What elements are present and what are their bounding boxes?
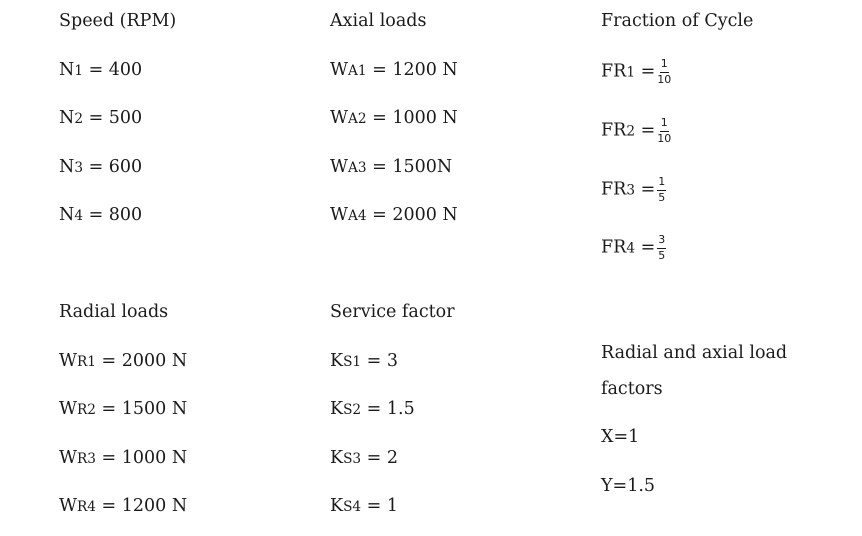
radial-wr2: [59, 401, 187, 419]
speed-n1: [59, 62, 142, 80]
fraction-fr1-numerator: 1: [660, 58, 669, 73]
fraction-fr1-denominator: 10: [657, 72, 672, 86]
fraction-heading: Fraction of Cycle: [601, 11, 754, 31]
fraction-fr2-denominator: 10: [657, 131, 672, 145]
radial-wr4-value: = 1200 N: [95, 496, 188, 516]
service-ks4-subscript: S4: [343, 499, 362, 515]
service-ks1-value: = 3: [361, 351, 399, 371]
fraction-fr3-symbol: FR: [601, 179, 627, 200]
service-ks3: [330, 450, 398, 468]
fraction-fr1-equals: =: [635, 61, 656, 82]
speed-n3-subscript: 3: [74, 160, 83, 176]
speed-n4-symbol: N: [59, 205, 75, 225]
fraction-fr1: [601, 58, 671, 86]
factor-y: Y=1.5: [601, 476, 656, 496]
radial-wr3-value: = 1000 N: [95, 448, 188, 468]
fraction-fr4-subscript: 4: [626, 240, 636, 257]
axial-wa4-value: = 2000 N: [366, 205, 458, 225]
speed-heading: Speed (RPM): [59, 11, 177, 31]
axial-wa4-subscript: A4: [348, 208, 367, 224]
fraction-fr2-numerator: 1: [660, 117, 669, 132]
service-ks2-value: = 1.5: [361, 399, 415, 419]
fraction-fr2-fraction: [657, 117, 671, 145]
axial-wa2: [330, 110, 458, 128]
axial-wa3-subscript: A3: [348, 160, 367, 176]
axial-wa3-value: = 1500N: [366, 157, 453, 177]
service-ks2-symbol: K: [330, 399, 344, 419]
axial-wa4: [330, 207, 458, 225]
radial-wr3-symbol: W: [59, 448, 77, 468]
speed-n2-symbol: N: [59, 108, 75, 128]
radial-wr1-symbol: W: [59, 351, 77, 371]
service-ks3-subscript: S3: [343, 451, 362, 467]
radial-heading: Radial loads: [59, 302, 169, 322]
axial-wa1-subscript: A1: [348, 63, 367, 79]
speed-n1-value: = 400: [83, 60, 143, 80]
radial-wr3-subscript: R3: [77, 451, 96, 467]
radial-wr4: [59, 498, 187, 516]
speed-n3-symbol: N: [59, 157, 75, 177]
radial-wr1: [59, 353, 187, 371]
service-ks1-symbol: K: [330, 351, 344, 371]
fraction-fr3-denominator: 5: [658, 190, 666, 204]
service-ks1: [330, 353, 398, 371]
service-ks4-symbol: K: [330, 496, 344, 516]
axial-wa3: [330, 159, 452, 177]
fraction-fr1-subscript: 1: [626, 64, 636, 81]
axial-wa1-value: = 1200 N: [366, 60, 458, 80]
fraction-fr2-subscript: 2: [626, 123, 636, 140]
fraction-fr1-symbol: FR: [601, 61, 627, 82]
fraction-fr4-denominator: 5: [658, 248, 666, 262]
fraction-fr3-fraction: [657, 176, 666, 204]
speed-n4: [59, 207, 142, 225]
radial-wr4-subscript: R4: [77, 499, 96, 515]
axial-wa2-subscript: A2: [348, 111, 367, 127]
fraction-fr4-symbol: FR: [601, 237, 627, 258]
axial-wa2-value: = 1000 N: [366, 108, 458, 128]
fraction-fr3-equals: =: [635, 179, 656, 200]
service-ks3-value: = 2: [361, 448, 399, 468]
radial-wr2-subscript: R2: [77, 402, 96, 418]
service-ks3-symbol: K: [330, 448, 344, 468]
fraction-fr4: [601, 234, 666, 262]
axial-heading: Axial loads: [330, 11, 427, 31]
factors-heading-line2: factors: [601, 379, 663, 399]
fraction-fr3-subscript: 3: [626, 182, 636, 199]
radial-wr2-symbol: W: [59, 399, 77, 419]
fraction-fr4-numerator: 3: [657, 234, 666, 249]
fraction-fr3: [601, 176, 666, 204]
factor-x: X=1: [601, 427, 640, 447]
service-ks2: [330, 401, 415, 419]
fraction-fr3-numerator: 1: [657, 176, 666, 191]
speed-n1-symbol: N: [59, 60, 75, 80]
radial-wr3: [59, 450, 187, 468]
radial-wr4-symbol: W: [59, 496, 77, 516]
speed-n2-value: = 500: [83, 108, 143, 128]
axial-wa1: [330, 62, 458, 80]
fraction-fr1-fraction: [657, 58, 671, 86]
fraction-fr2-symbol: FR: [601, 120, 627, 141]
fraction-fr2: [601, 117, 671, 145]
fraction-fr4-equals: =: [635, 237, 656, 258]
fraction-fr4-fraction: [657, 234, 666, 262]
speed-n3-value: = 600: [83, 157, 143, 177]
factors-heading-line1: Radial and axial load: [601, 343, 788, 363]
axial-wa4-symbol: W: [330, 205, 348, 225]
axial-wa1-symbol: W: [330, 60, 348, 80]
service-ks4-value: = 1: [361, 496, 399, 516]
radial-wr2-value: = 1500 N: [95, 399, 188, 419]
radial-wr1-subscript: R1: [77, 354, 96, 370]
service-ks1-subscript: S1: [343, 354, 362, 370]
axial-wa3-symbol: W: [330, 157, 348, 177]
service-ks4: [330, 498, 398, 516]
fraction-fr2-equals: =: [635, 120, 656, 141]
service-ks2-subscript: S2: [343, 402, 362, 418]
speed-n4-value: = 800: [83, 205, 143, 225]
speed-n3: [59, 159, 142, 177]
speed-n4-subscript: 4: [74, 208, 83, 224]
service-heading: Service factor: [330, 302, 455, 322]
speed-n1-subscript: 1: [74, 63, 83, 79]
axial-wa2-symbol: W: [330, 108, 348, 128]
radial-wr1-value: = 2000 N: [95, 351, 188, 371]
speed-n2-subscript: 2: [74, 111, 83, 127]
speed-n2: [59, 110, 142, 128]
